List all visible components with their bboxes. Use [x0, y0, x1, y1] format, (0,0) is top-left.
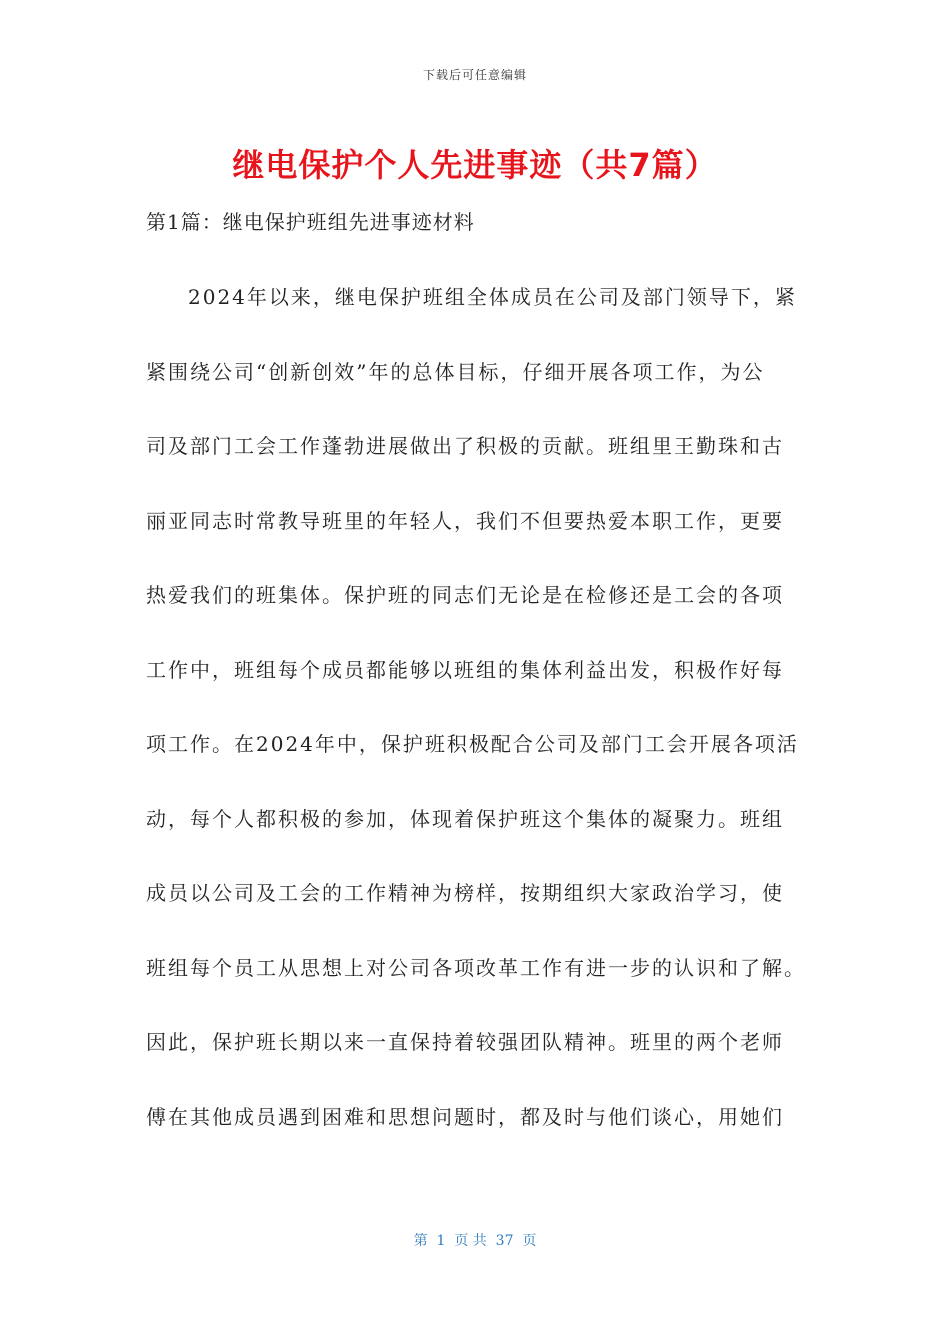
body-line: 丽亚同志时常教导班里的年轻人，我们不但要热爱本职工作，更要: [146, 508, 784, 533]
body-line: 成员以公司及工会的工作精神为榜样，按期组织大家政治学习，使: [146, 881, 784, 905]
body-line: 2024年以来，继电保护班组全体成员在公司及部门领导下，紧: [188, 285, 797, 309]
page-footer: 第 1 页 共 37 页: [413, 1233, 537, 1249]
body-line: 工作中，班组每个成员都能够以班组的集体利益出发，积极作好每: [146, 657, 784, 682]
body-line: 紧围绕公司“创新创效”年的总体目标，仔细开展各项工作，为公: [146, 359, 765, 384]
body-line: 热爱我们的班集体。保护班的同志们无论是在检修还是工会的各项: [146, 583, 784, 607]
body-line: 项工作。在2024年中，保护班积极配合公司及部门工会开展各项活: [146, 732, 799, 756]
header-note: 下载后可任意编辑: [422, 68, 527, 82]
body-line: 因此，保护班长期以来一直保持着较强团队精神。班里的两个老师: [146, 1030, 784, 1054]
body-line: 动，每个人都积极的参加，体现着保护班这个集体的凝聚力。班组: [146, 806, 784, 831]
body-line: 司及部门工会工作蓬勃进展做出了积极的贡献。班组里王勤珠和古: [146, 434, 784, 458]
document-title: 继电保护个人先进事迹（共7篇）: [232, 146, 718, 184]
body-line: 傅在其他成员遇到困难和思想问题时，都及时与他们谈心，用她们: [146, 1104, 784, 1129]
body-line: 班组每个员工从思想上对公司各项改革工作有进一步的认识和了解。: [146, 955, 806, 980]
body-text: [146, 280, 811, 1174]
section-heading: 第1篇：继电保护班组先进事迹材料: [146, 210, 475, 234]
